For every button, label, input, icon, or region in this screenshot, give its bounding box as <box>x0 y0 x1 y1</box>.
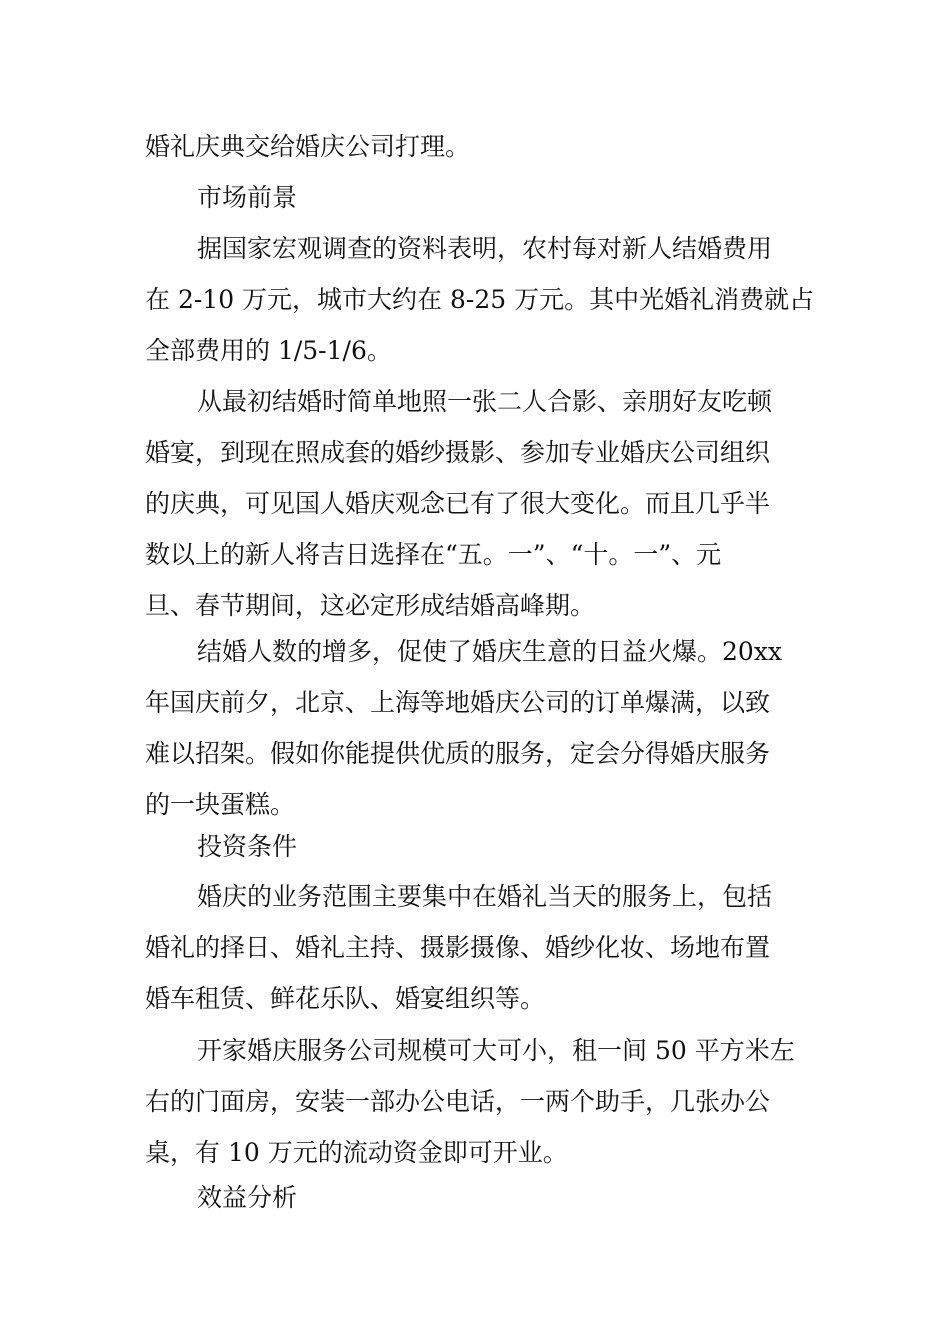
text-line: 从最初结婚时简单地照一张二人合影、亲朋好友吃顿 <box>197 387 773 416</box>
text-line: 在 2-10 万元，城市大约在 8-25 万元。其中光婚礼消费就占 <box>145 285 815 314</box>
text-line: 右的门面房，安装一部办公电话，一两个助手，几张办公 <box>145 1087 771 1116</box>
text-line: 全部费用的 1/5-1/6。 <box>145 336 392 365</box>
text-line: 旦、春节期间，这必定形成结婚高峰期。 <box>145 591 596 620</box>
text-line: 婚宴，到现在照成套的婚纱摄影、参加专业婚庆公司组织 <box>145 438 771 467</box>
text-line: 据国家宏观调查的资料表明，农村每对新人结婚费用 <box>197 234 773 263</box>
text-line: 桌，有 10 万元的流动资金即可开业。 <box>145 1138 568 1167</box>
text-line: 结婚人数的增多，促使了婚庆生意的日益火爆。20xx <box>197 637 783 666</box>
text-line: 婚礼庆典交给婚庆公司打理。 <box>145 132 471 161</box>
text-line: 难以招架。假如你能提供优质的服务，定会分得婚庆服务 <box>145 739 771 768</box>
text-line: 的庆典，可见国人婚庆观念已有了很大变化。而且几乎半 <box>145 489 771 518</box>
text-line: 年国庆前夕，北京、上海等地婚庆公司的订单爆满，以致 <box>145 688 771 717</box>
text-line: 婚庆的业务范围主要集中在婚礼当天的服务上，包括 <box>197 882 773 911</box>
text-line: 开家婚庆服务公司规模可大可小，租一间 50 平方米左 <box>197 1036 795 1065</box>
text-line: 的一块蛋糕。 <box>145 790 296 819</box>
section-heading-investment-conditions: 投资条件 <box>197 832 298 861</box>
text-line: 婚车租赁、鲜花乐队、婚宴组织等。 <box>145 984 546 1013</box>
section-heading-market-outlook: 市场前景 <box>197 183 298 212</box>
text-line: 数以上的新人将吉日选择在“五。一”、“十。一”、元 <box>145 540 722 569</box>
section-heading-benefit-analysis: 效益分析 <box>197 1183 298 1212</box>
text-line: 婚礼的择日、婚礼主持、摄影摄像、婚纱化妆、场地布置 <box>145 933 771 962</box>
